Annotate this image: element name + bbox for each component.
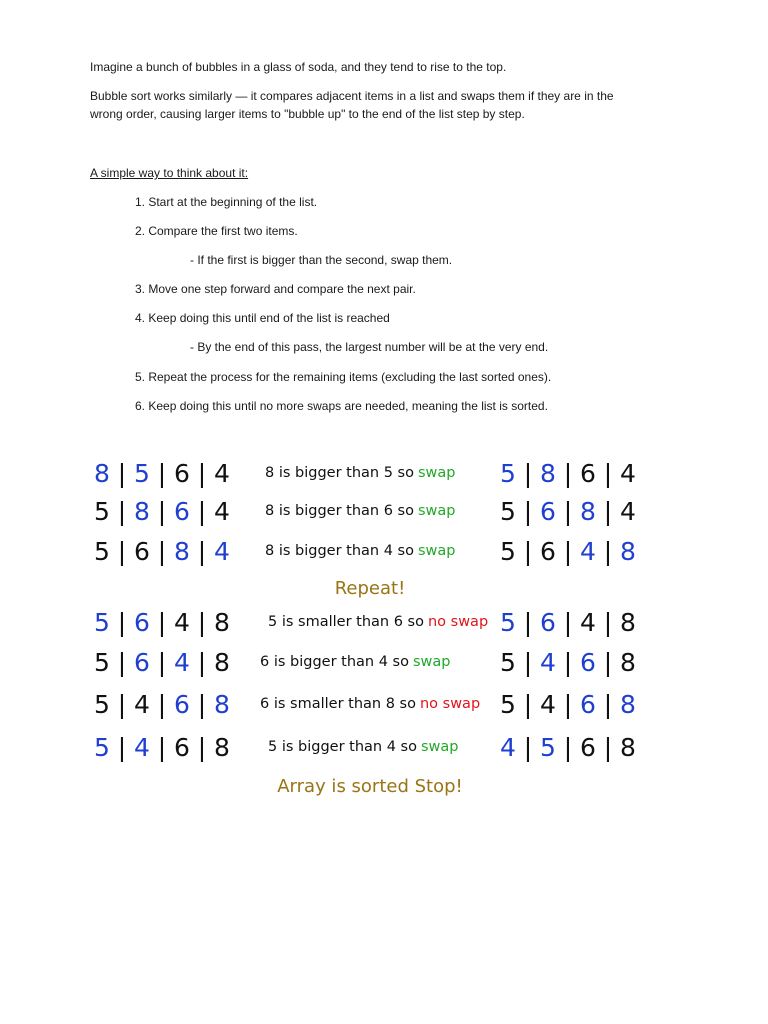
array-value: 4 xyxy=(134,732,150,762)
array-value: 4 xyxy=(174,647,190,677)
array-value: 6 xyxy=(174,732,190,762)
array-value: 4 xyxy=(174,607,190,637)
separator: | xyxy=(157,536,167,566)
comparison-statement: 8 is bigger than 5 so xyxy=(265,465,414,481)
array-value: 6 xyxy=(580,647,596,677)
separator: | xyxy=(563,689,573,719)
array-value: 5 xyxy=(500,647,516,677)
swap-label: swap xyxy=(417,503,456,519)
array-value: 6 xyxy=(134,607,150,637)
array-before xyxy=(92,456,232,490)
array-value: 8 xyxy=(214,647,230,677)
array-value: 4 xyxy=(580,536,596,566)
array-value: 6 xyxy=(174,458,190,488)
array-before xyxy=(92,605,232,639)
separator: | xyxy=(197,536,207,566)
separator: | xyxy=(157,607,167,637)
step-2: 2. Compare the first two items. xyxy=(135,224,298,238)
separator: | xyxy=(603,458,613,488)
array-value: 5 xyxy=(540,732,556,762)
separator: | xyxy=(603,689,613,719)
array-value: 4 xyxy=(580,607,596,637)
array-value: 8 xyxy=(214,732,230,762)
no-swap-label: no swap xyxy=(419,696,481,712)
pass2-row xyxy=(0,730,768,764)
array-value: 6 xyxy=(174,496,190,526)
separator: | xyxy=(197,689,207,719)
array-before xyxy=(92,730,232,764)
array-value: 4 xyxy=(620,458,636,488)
array-value: 6 xyxy=(580,732,596,762)
array-value: 8 xyxy=(214,689,230,719)
array-value: 8 xyxy=(620,647,636,677)
array-value: 5 xyxy=(94,536,110,566)
array-value: 8 xyxy=(620,536,636,566)
separator: | xyxy=(197,607,207,637)
array-value: 4 xyxy=(540,647,556,677)
separator: | xyxy=(197,458,207,488)
separator: | xyxy=(523,689,533,719)
array-value: 8 xyxy=(540,458,556,488)
separator: | xyxy=(523,458,533,488)
step-4: 4. Keep doing this until end of the list is reached xyxy=(135,311,390,325)
array-value: 5 xyxy=(500,458,516,488)
swap-label: swap xyxy=(417,465,456,481)
array-value: 8 xyxy=(620,732,636,762)
array-value: 4 xyxy=(500,732,516,762)
separator: | xyxy=(117,607,127,637)
array-value: 4 xyxy=(214,536,230,566)
intro-paragraph-2 xyxy=(90,87,614,123)
array-after xyxy=(498,687,638,721)
separator: | xyxy=(157,458,167,488)
array-value: 6 xyxy=(580,458,596,488)
separator: | xyxy=(603,536,613,566)
array-value: 8 xyxy=(620,607,636,637)
separator: | xyxy=(157,647,167,677)
array-value: 5 xyxy=(94,732,110,762)
comparison-statement: 6 is bigger than 4 so xyxy=(260,654,409,670)
separator: | xyxy=(197,647,207,677)
pass1-row xyxy=(0,456,768,490)
comparison-text xyxy=(260,645,451,679)
separator: | xyxy=(563,732,573,762)
separator: | xyxy=(157,732,167,762)
step-5: 5. Repeat the process for the remaining items (excluding the last sorted ones). xyxy=(135,370,552,384)
comparison-text xyxy=(265,494,456,528)
array-value: 6 xyxy=(174,689,190,719)
step-6: 6. Keep doing this until no more swaps are needed, meaning the list is sorted. xyxy=(135,399,548,413)
pass2-row xyxy=(0,687,768,721)
separator: | xyxy=(523,496,533,526)
swap-label: swap xyxy=(420,739,459,755)
step-2-detail: - If the first is bigger than the second, swap them. xyxy=(190,253,453,267)
array-value: 5 xyxy=(500,689,516,719)
array-value: 6 xyxy=(134,647,150,677)
array-value: 5 xyxy=(500,607,516,637)
array-value: 8 xyxy=(580,496,596,526)
array-value: 4 xyxy=(620,496,636,526)
array-value: 4 xyxy=(214,496,230,526)
comparison-text xyxy=(268,730,459,764)
array-value: 8 xyxy=(134,496,150,526)
separator: | xyxy=(523,732,533,762)
separator: | xyxy=(157,689,167,719)
separator: | xyxy=(523,536,533,566)
array-value: 5 xyxy=(134,458,150,488)
array-after xyxy=(498,456,638,490)
intro-paragraph-2-line-2: wrong order, causing larger items to "bubble up" to the end of the list step by step. xyxy=(90,107,525,121)
separator: | xyxy=(563,496,573,526)
array-after xyxy=(498,605,638,639)
pass1-row xyxy=(0,494,768,528)
comparison-text xyxy=(268,605,488,639)
separator: | xyxy=(603,607,613,637)
separator: | xyxy=(157,496,167,526)
separator: | xyxy=(563,536,573,566)
no-swap-label: no swap xyxy=(427,614,489,630)
array-value: 6 xyxy=(134,536,150,566)
pass2-row xyxy=(0,645,768,679)
array-value: 6 xyxy=(540,536,556,566)
array-value: 6 xyxy=(540,496,556,526)
separator: | xyxy=(197,732,207,762)
separator: | xyxy=(523,647,533,677)
array-before xyxy=(92,687,232,721)
pass1-row xyxy=(0,534,768,568)
array-value: 4 xyxy=(214,458,230,488)
array-value: 8 xyxy=(94,458,110,488)
intro-paragraph-2-line-1: Bubble sort works similarly — it compares adjacent items in a list and swaps them if they are in the xyxy=(90,89,614,103)
separator: | xyxy=(523,607,533,637)
repeat-banner: Repeat! xyxy=(334,578,406,599)
array-value: 4 xyxy=(540,689,556,719)
separator: | xyxy=(117,496,127,526)
array-value: 8 xyxy=(620,689,636,719)
comparison-statement: 8 is bigger than 4 so xyxy=(265,543,414,559)
step-3: 3. Move one step forward and compare the next pair. xyxy=(135,282,416,296)
array-before xyxy=(92,534,232,568)
separator: | xyxy=(563,607,573,637)
comparison-text xyxy=(265,456,456,490)
array-before xyxy=(92,645,232,679)
steps-heading: A simple way to think about it: xyxy=(90,166,249,180)
sorted-stop-banner: Array is sorted Stop! xyxy=(277,776,463,797)
comparison-text xyxy=(260,687,480,721)
separator: | xyxy=(117,732,127,762)
array-after xyxy=(498,645,638,679)
array-before xyxy=(92,494,232,528)
intro-paragraph-1: Imagine a bunch of bubbles in a glass of soda, and they tend to rise to the top. xyxy=(90,60,507,74)
comparison-statement: 5 is bigger than 4 so xyxy=(268,739,417,755)
separator: | xyxy=(117,458,127,488)
separator: | xyxy=(603,647,613,677)
separator: | xyxy=(603,732,613,762)
array-after xyxy=(498,730,638,764)
step-4-detail: - By the end of this pass, the largest number will be at the very end. xyxy=(190,340,549,354)
separator: | xyxy=(563,647,573,677)
comparison-statement: 6 is smaller than 8 so xyxy=(260,696,416,712)
array-value: 8 xyxy=(214,607,230,637)
array-value: 5 xyxy=(94,496,110,526)
array-value: 5 xyxy=(94,607,110,637)
separator: | xyxy=(603,496,613,526)
array-value: 5 xyxy=(94,689,110,719)
array-value: 4 xyxy=(134,689,150,719)
array-after xyxy=(498,494,638,528)
separator: | xyxy=(197,496,207,526)
separator: | xyxy=(117,647,127,677)
comparison-text xyxy=(265,534,456,568)
array-value: 6 xyxy=(580,689,596,719)
swap-label: swap xyxy=(412,654,451,670)
comparison-statement: 8 is bigger than 6 so xyxy=(265,503,414,519)
separator: | xyxy=(117,536,127,566)
separator: | xyxy=(117,689,127,719)
array-value: 8 xyxy=(174,536,190,566)
array-value: 5 xyxy=(500,536,516,566)
array-after xyxy=(498,534,638,568)
array-value: 5 xyxy=(94,647,110,677)
swap-label: swap xyxy=(417,543,456,559)
separator: | xyxy=(563,458,573,488)
pass2-row xyxy=(0,605,768,639)
comparison-statement: 5 is smaller than 6 so xyxy=(268,614,424,630)
step-1: 1. Start at the beginning of the list. xyxy=(135,195,318,209)
array-value: 6 xyxy=(540,607,556,637)
array-value: 5 xyxy=(500,496,516,526)
